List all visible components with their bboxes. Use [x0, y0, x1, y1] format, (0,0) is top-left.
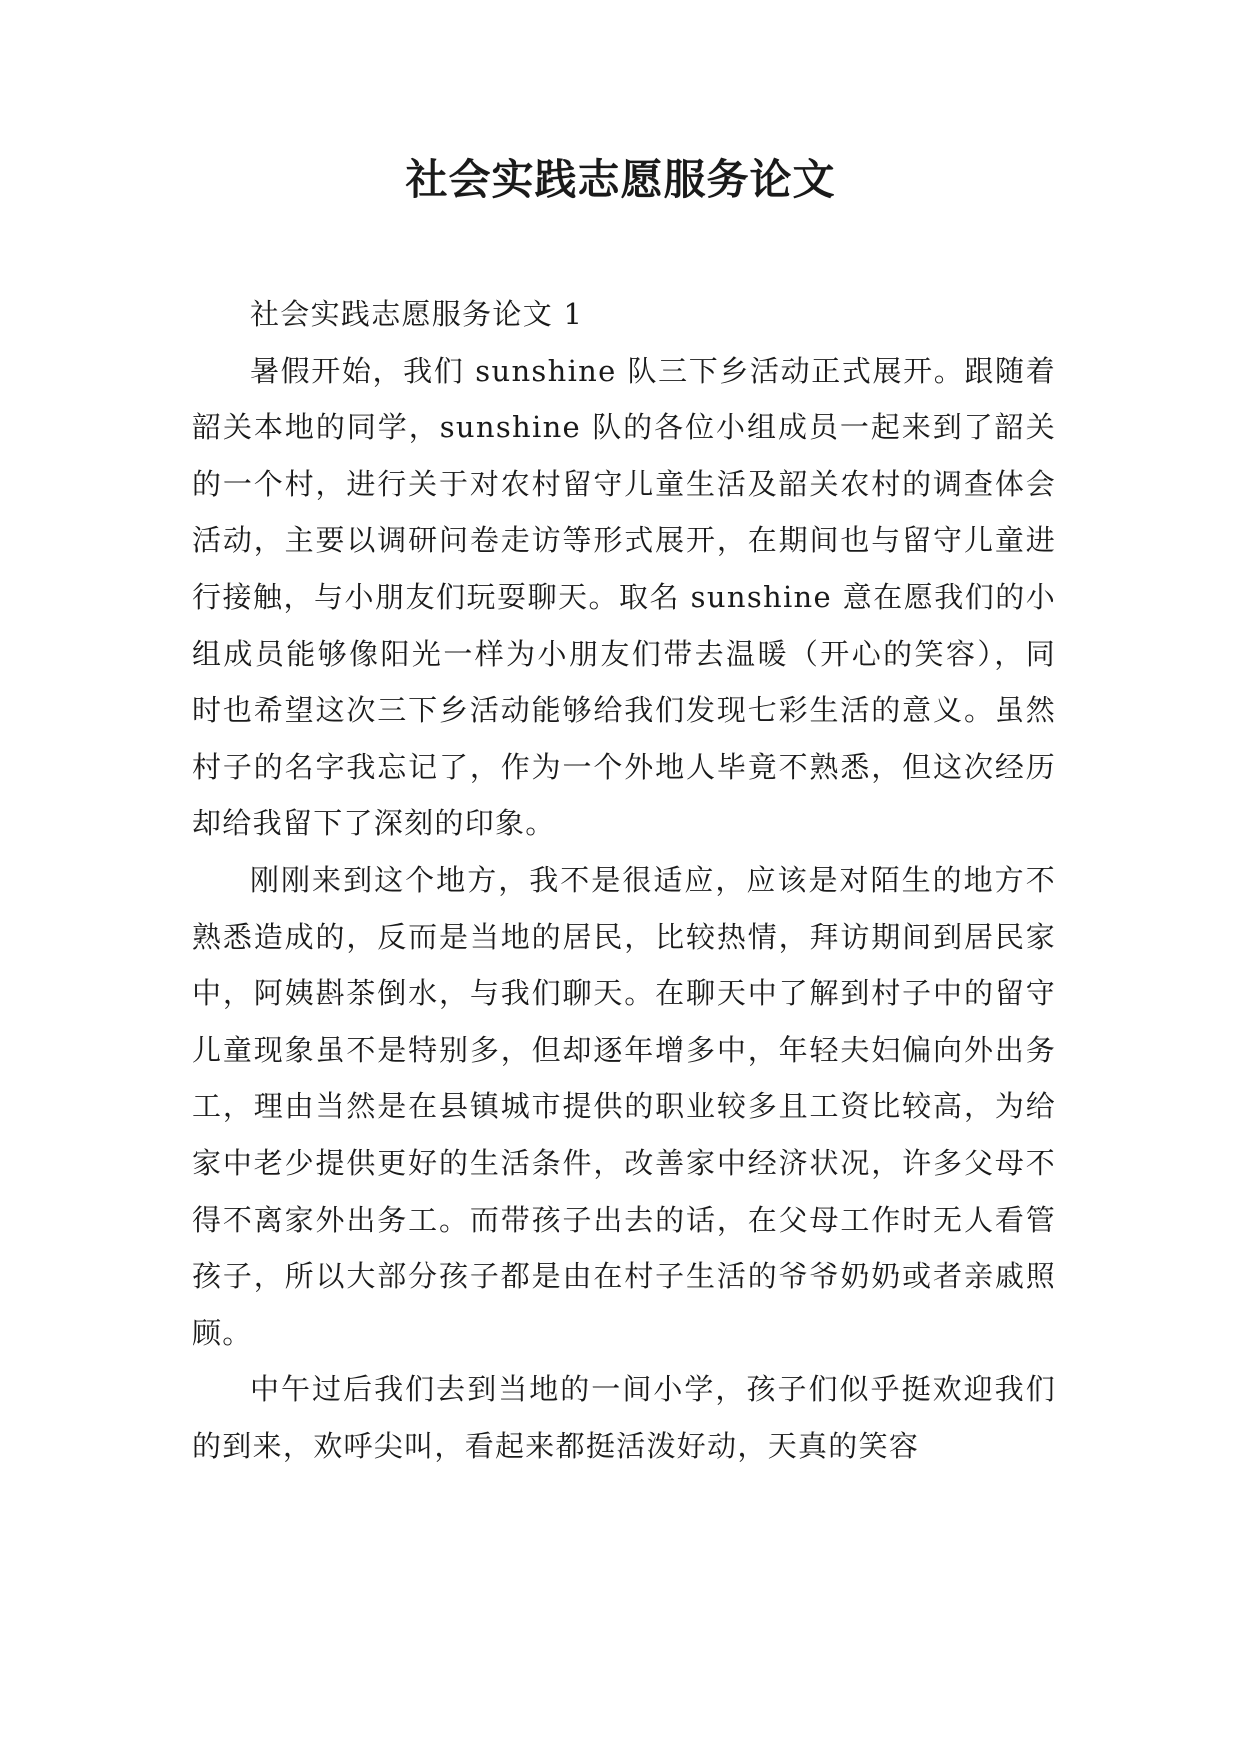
- paragraph-1: 暑假开始，我们 sunshine 队三下乡活动正式展开。跟随着韶关本地的同学，sunshine 队的各位小组成员一起来到了韶关的一个村，进行关于对农村留守儿童生活及韶关农村的调查体会活动，主要以调研问卷走访等形式展开，在期间也与留守儿童进行接触，与小朋友们玩耍聊天。取名 sunshine 意在愿我们的小组成员能够像阳光一样为小朋友们带去温暖（开心的笑容），同时也希望这次三下乡活动能够给我们发现七彩生活的意义。虽然村子的名字我忘记了，作为一个外地人毕竟不熟悉，但这次经历却给我留下了深刻的印象。: [192, 353, 1056, 841]
- document-title: 社会实践志愿服务论文: [405, 155, 836, 204]
- document-body: [192, 286, 1056, 1474]
- paragraph-2: 刚刚来到这个地方，我不是很适应，应该是对陌生的地方不熟悉造成的，反而是当地的居民，比较热情，拜访期间到居民家中，阿姨斟茶倒水，与我们聊天。在聊天中了解到村子中的留守儿童现象虽不是特别多，但却逐年增多中，年轻夫妇偏向外出务工，理由当然是在县镇城市提供的职业较多且工资比较高，为给家中老少提供更好的生活条件，改善家中经济状况，许多父母不得不离家外出务工。而带孩子出去的话，在父母工作时无人看管孩子，所以大部分孩子都是由在村子生活的爷爷奶奶或者亲戚照顾。: [192, 862, 1056, 1350]
- paragraph-3: 中午过后我们去到当地的一间小学，孩子们似乎挺欢迎我们的到来，欢呼尖叫，看起来都挺活泼好动，天真的笑容: [192, 1372, 1056, 1463]
- section-heading: 社会实践志愿服务论文 1: [250, 297, 584, 331]
